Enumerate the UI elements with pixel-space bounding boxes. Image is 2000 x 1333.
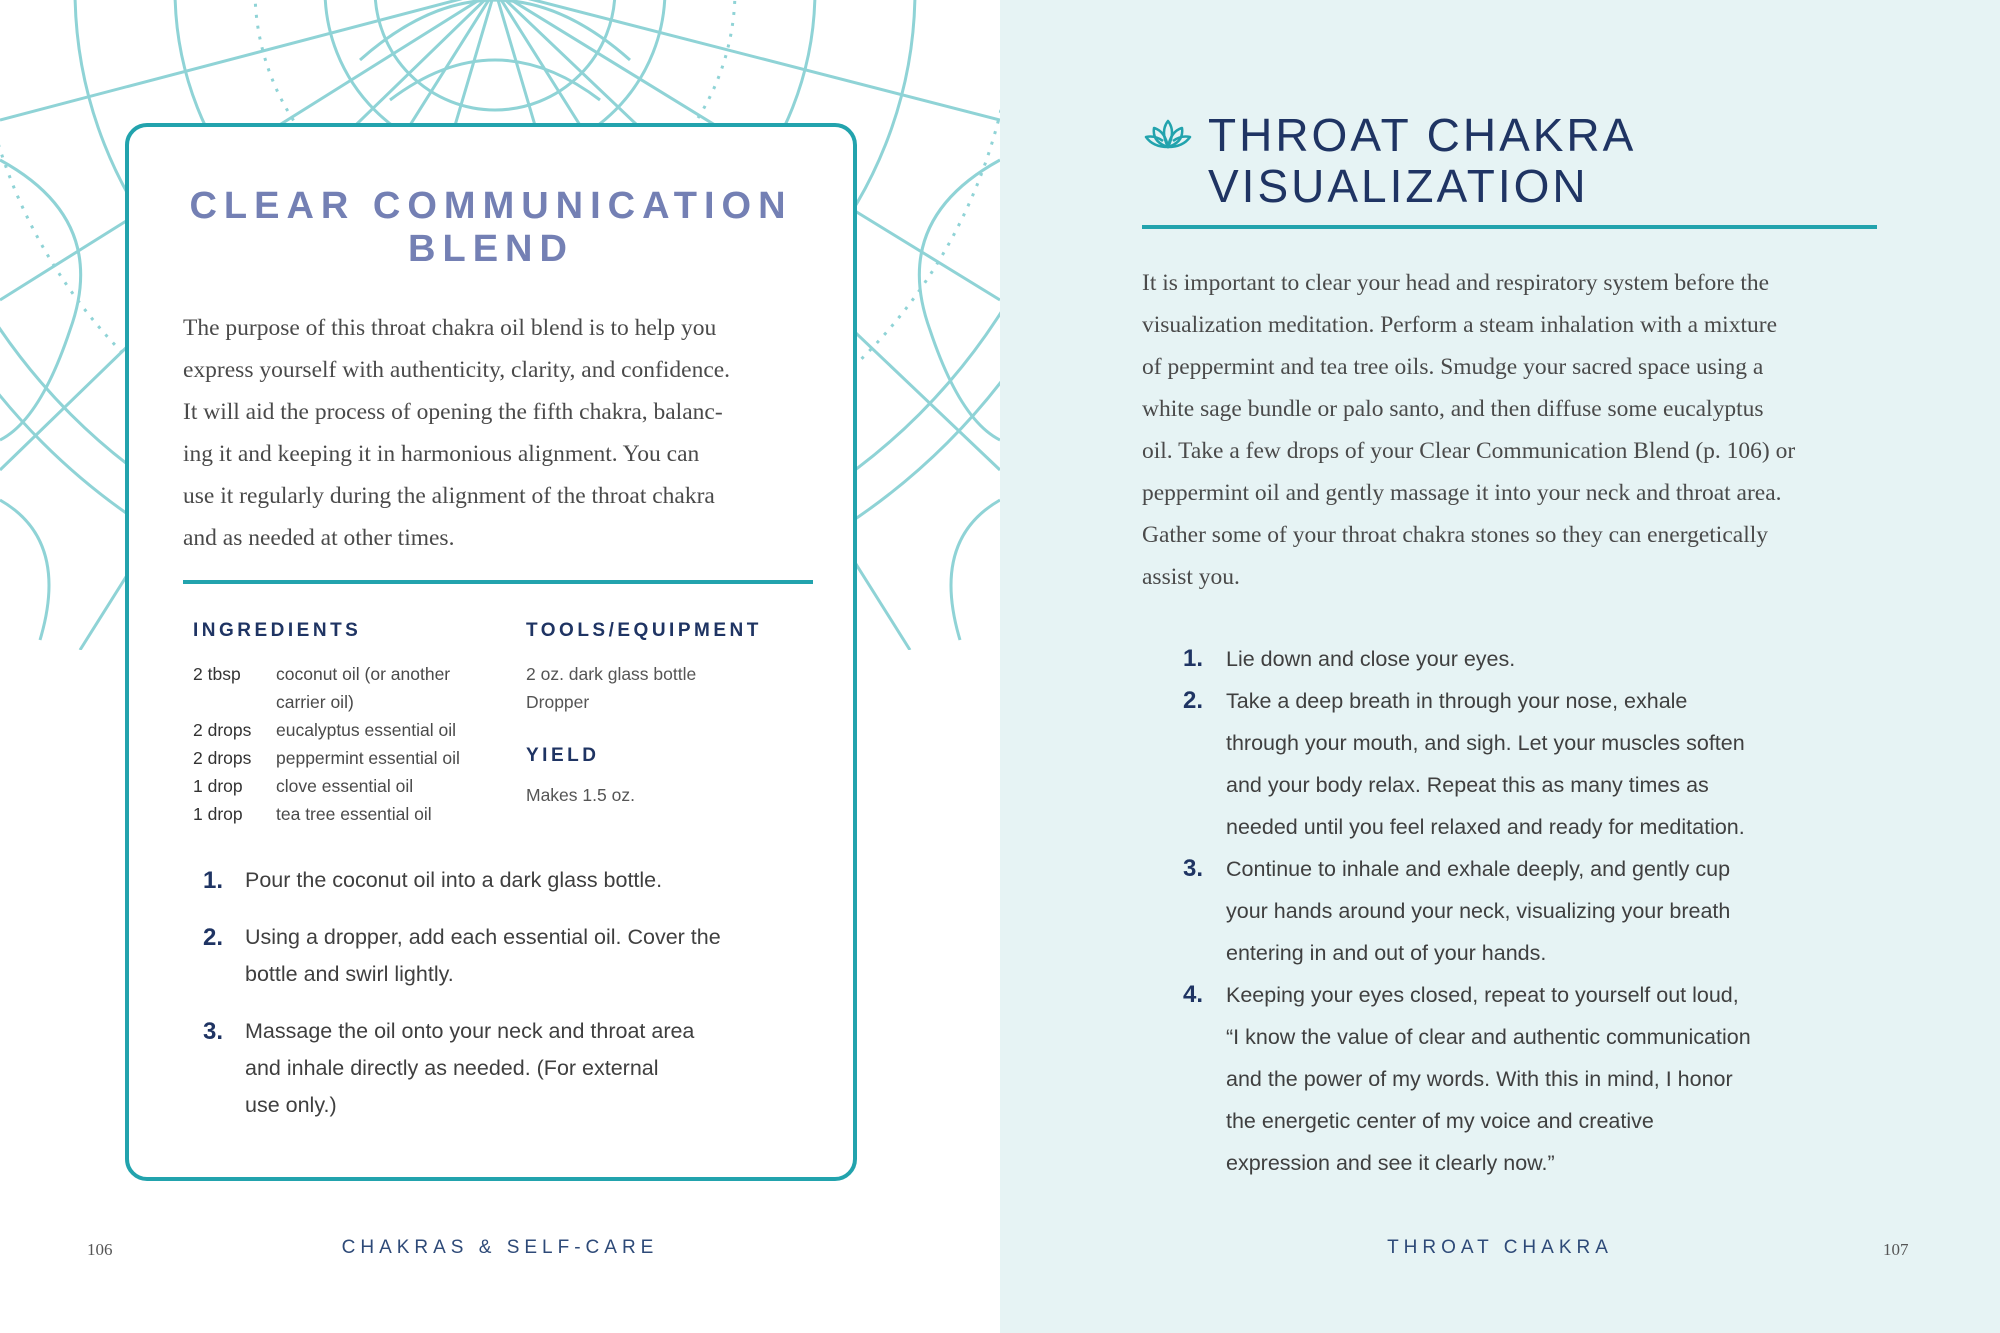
right-page [1000, 0, 2000, 1333]
ingredient-name [276, 660, 503, 716]
step-line: through your mouth, and sigh. Let your muscles soften [1226, 731, 1745, 755]
step-line: entering in and out of your hands. [1226, 941, 1547, 965]
list-item [203, 862, 763, 899]
step-line: the energetic center of my voice and creative [1226, 1109, 1654, 1133]
ingredient-row [193, 744, 503, 772]
intro-line: of peppermint and tea tree oils. Smudge your sacred space using a [1142, 354, 1764, 380]
ingredients-heading: INGREDIENTS [193, 620, 362, 641]
intro-line: peppermint oil and gently massage it into your neck and throat area. [1142, 480, 1782, 506]
recipe-title-line: BLEND [408, 228, 574, 270]
page-number-right: 107 [1883, 1240, 1909, 1259]
divider [1142, 225, 1877, 229]
step-line: expression and see it clearly now.” [1226, 1151, 1555, 1175]
ingredient-qty: 2 drops [193, 748, 252, 768]
intro-line: It is important to clear your head and respiratory system before the [1142, 270, 1770, 296]
step-line: “I know the value of clear and authentic communication [1226, 1025, 1751, 1049]
step-line: bottle and swirl lightly. [245, 962, 454, 986]
ingredient-name: peppermint essential oil [276, 748, 460, 768]
ingredient-name: tea tree essential oil [276, 804, 432, 824]
intro-line: ing it and keeping it in harmonious alignment. You can [183, 441, 700, 467]
recipe-title-line: CLEAR COMMUNICATION [189, 185, 793, 227]
step-line: use only.) [245, 1093, 337, 1117]
step-line: Continue to inhale and exhale deeply, and gently cup [1226, 857, 1731, 881]
intro-line: and as needed at other times. [183, 525, 455, 551]
intro-line: use it regularly during the alignment of the throat chakra [183, 483, 715, 509]
step-line: Take a deep breath in through your nose, exhale [1226, 689, 1688, 713]
ingredient-name: clove essential oil [276, 776, 414, 796]
intro-line: assist you. [1142, 564, 1240, 590]
section-intro [1142, 262, 1902, 598]
ingredient-name-line: carrier oil) [276, 692, 354, 712]
recipe-card [125, 123, 857, 1181]
step-line: and inhale directly as needed. (For external [245, 1056, 659, 1080]
step-line: Keeping your eyes closed, repeat to yourself out loud, [1226, 983, 1739, 1007]
intro-line: visualization meditation. Perform a steam inhalation with a mixture [1142, 312, 1777, 338]
page-number-left: 106 [87, 1240, 113, 1259]
intro-line: It will aid the process of opening the fifth chakra, balanc- [183, 399, 723, 425]
ingredient-name: eucalyptus essential oil [276, 720, 456, 740]
recipe-intro [183, 307, 823, 559]
step-line: Using a dropper, add each essential oil. Cover the [245, 925, 721, 949]
step-line: Lie down and close your eyes. [1226, 647, 1516, 671]
intro-line: white sage bundle or palo santo, and then diffuse some eucalyptus [1142, 396, 1764, 422]
ingredient-qty: 1 drop [193, 804, 243, 824]
running-head-right: THROAT CHAKRA [1387, 1237, 1613, 1258]
step-line: Massage the oil onto your neck and throat area [245, 1019, 695, 1043]
tool-item: Dropper [526, 692, 590, 712]
list-item [1183, 974, 1863, 1184]
step-number: 4. [1183, 981, 1204, 1008]
section-title-line: THROAT CHAKRA [1208, 109, 1637, 161]
visualization-steps [1183, 638, 1863, 1184]
intro-line: The purpose of this throat chakra oil blend is to help you [183, 315, 717, 341]
step-line: and the power of my words. With this in mind, I honor [1226, 1067, 1733, 1091]
step-number: 1. [203, 867, 224, 894]
ingredients-list [193, 660, 503, 828]
ingredient-qty: 2 tbsp [193, 664, 241, 684]
step-number: 3. [1183, 855, 1204, 882]
ingredient-row [193, 800, 503, 828]
intro-line: express yourself with authenticity, clarity, and confidence. [183, 357, 731, 383]
step-number: 2. [1183, 687, 1204, 714]
ingredient-qty: 1 drop [193, 776, 243, 796]
step-line: your hands around your neck, visualizing your breath [1226, 899, 1731, 923]
list-item [203, 1013, 763, 1124]
list-item [203, 919, 763, 993]
section-title-line: VISUALIZATION [1208, 160, 1589, 212]
tool-item: 2 oz. dark glass bottle [526, 664, 697, 684]
intro-line: oil. Take a few drops of your Clear Communication Blend (p. 106) or [1142, 438, 1796, 464]
step-line: and your body relax. Repeat this as many times as [1226, 773, 1709, 797]
list-item [1183, 848, 1863, 974]
divider [183, 580, 813, 584]
ingredient-qty: 2 drops [193, 720, 252, 740]
list-item [1183, 680, 1863, 848]
tools-heading: TOOLS/EQUIPMENT [526, 620, 762, 641]
yield-value: Makes 1.5 oz. [526, 785, 635, 805]
ingredient-row [193, 772, 503, 800]
step-line: Pour the coconut oil into a dark glass bottle. [245, 868, 663, 892]
list-item [1183, 638, 1863, 680]
step-number: 1. [1183, 645, 1204, 672]
step-number: 2. [203, 924, 224, 951]
recipe-title [129, 185, 853, 271]
step-line: needed until you feel relaxed and ready for meditation. [1226, 815, 1745, 839]
ingredient-row [193, 660, 503, 716]
recipe-steps [203, 862, 763, 1144]
step-number: 3. [203, 1018, 224, 1045]
tools-list [526, 660, 696, 716]
ingredient-row [193, 716, 503, 744]
ingredient-name-line: coconut oil (or another [276, 664, 451, 684]
lotus-icon [1143, 117, 1193, 155]
yield-heading: YIELD [526, 745, 600, 766]
section-title [1208, 110, 1636, 212]
intro-line: Gather some of your throat chakra stones so they can energetically [1142, 522, 1769, 548]
running-head-left: CHAKRAS & SELF-CARE [341, 1237, 659, 1258]
